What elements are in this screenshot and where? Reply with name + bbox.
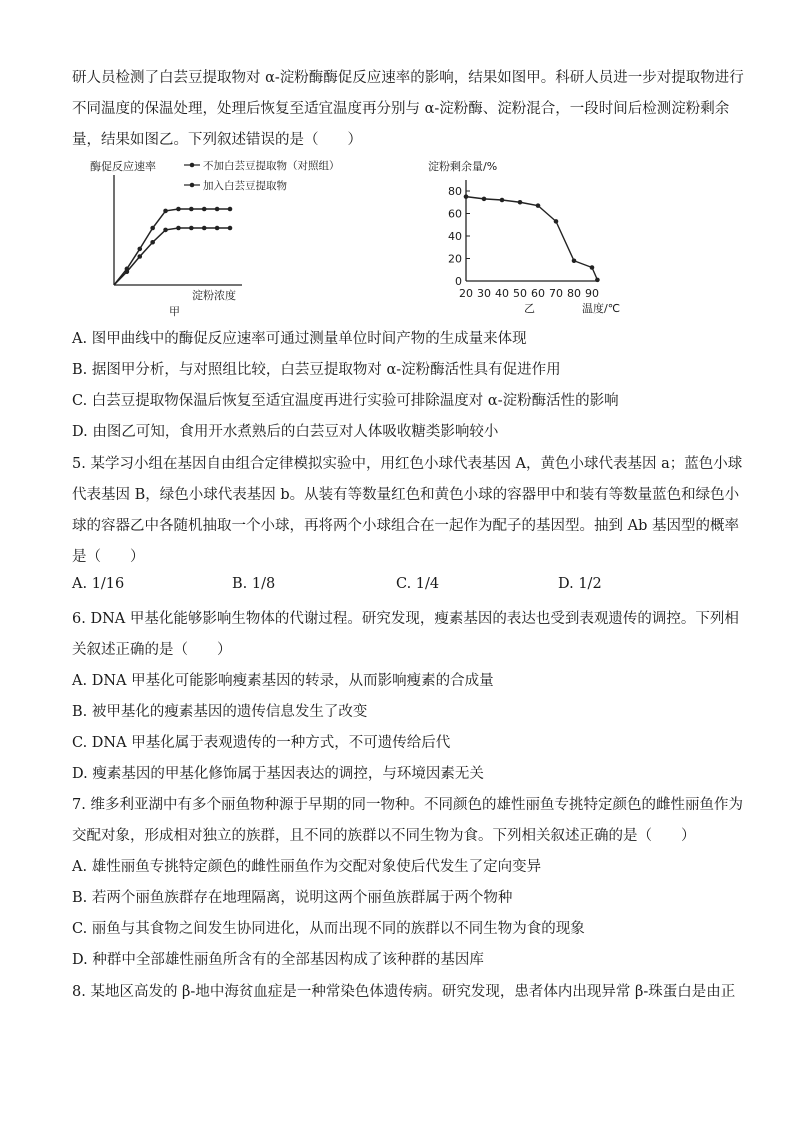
chart-jia-point-0-9 — [228, 207, 233, 212]
chart-yi — [424, 155, 644, 320]
chart-jia-series-line-1 — [114, 228, 230, 285]
chart-jia — [84, 155, 384, 320]
chart-jia-point-1-4 — [163, 228, 168, 233]
chart-yi-series-line — [466, 197, 597, 280]
chart-jia-ylabel: 酶促反应速率 — [90, 160, 156, 173]
chart-yi-ytick-label: 40 — [448, 230, 462, 243]
chart-jia-point-0-2 — [137, 247, 142, 252]
chart-jia-point-1-1 — [125, 269, 130, 274]
chart-yi-ytick-label: 80 — [448, 185, 462, 198]
q6-option-a: A. DNA 甲基化可能影响瘦素基因的转录，从而影响瘦素的合成量 — [72, 673, 494, 689]
chart-yi-point-0 — [464, 194, 469, 199]
q6-stem-line-1: 6. DNA 甲基化能够影响生物体的代谢过程。研究发现，瘦素基因的表达也受到表观遗传的调控。下列相 — [72, 611, 739, 627]
chart-yi-xtick-label: 50 — [513, 287, 527, 300]
chart-yi-point-5 — [554, 219, 559, 224]
q6-stem-line-2: 关叙述正确的是（ ） — [72, 642, 232, 658]
q7-option-a: A. 雄性丽鱼专挑特定颜色的雌性丽鱼作为交配对象使后代发生了定向变异 — [72, 859, 542, 875]
q5-stem-line-4: 是（ ） — [72, 549, 145, 565]
q6-option-d: D. 瘦素基因的甲基化修饰属于基因表达的调控，与环境因素无关 — [72, 766, 484, 782]
chart-jia-point-1-2 — [137, 254, 142, 259]
q7-stem-line-1: 7. 维多利亚湖中有多个丽鱼物种源于早期的同一物种。不同颜色的雄性丽鱼专挑特定颜色的雌性丽鱼作为 — [72, 797, 743, 813]
chart-yi-xtick-label: 80 — [567, 287, 581, 300]
chart-jia-point-1-6 — [189, 226, 194, 231]
chart-jia-legend-control: 不加白芸豆提取物（对照组） — [203, 160, 340, 172]
q6-option-c: C. DNA 甲基化属于表观遗传的一种方式，不可遗传给后代 — [72, 735, 451, 751]
chart-yi-ytick-label: 0 — [455, 275, 462, 288]
q4-option-d: D. 由图乙可知，食用开水煮熟后的白芸豆对人体吸收糖类影响较小 — [72, 424, 499, 440]
chart-jia-point-1-9 — [228, 226, 233, 231]
chart-jia-legend-treated: 加入白芸豆提取物 — [203, 180, 287, 192]
chart-jia-xlabel: 淀粉浓度 — [192, 289, 236, 302]
chart-jia-point-0-4 — [163, 209, 168, 214]
chart-jia-series-line-0 — [114, 209, 230, 285]
q5-option-d: D. 1/2 — [558, 576, 602, 592]
chart-jia-point-1-8 — [215, 226, 220, 231]
legend-marker-control — [190, 163, 195, 168]
q5-stem-line-2: 代表基因 B，绿色小球代表基因 b。从装有等数量红色和黄色小球的容器甲中和装有等数量蓝色和绿色小 — [72, 487, 740, 503]
chart-jia-point-1-5 — [176, 226, 181, 231]
legend-marker-treated — [190, 183, 195, 188]
q7-option-d: D. 种群中全部雄性丽鱼所含有的全部基因构成了该种群的基因库 — [72, 952, 484, 968]
q6-option-b: B. 被甲基化的瘦素基因的遗传信息发生了改变 — [72, 704, 368, 720]
chart-yi-ytick-label: 60 — [448, 207, 462, 221]
q4-stem-line-2: 不同温度的保温处理，处理后恢复至适宜温度再分别与 α-淀粉酶、淀粉混合，一段时间后检测淀粉剩余 — [72, 101, 730, 117]
chart-jia-point-1-3 — [150, 240, 155, 245]
chart-yi-xtick-label: 90 — [585, 287, 599, 300]
q5-option-c: C. 1/4 — [396, 576, 440, 592]
chart-yi-point-1 — [482, 197, 487, 202]
chart-jia-caption: 甲 — [169, 305, 180, 318]
chart-yi-point-3 — [518, 200, 523, 205]
chart-jia-point-0-3 — [150, 226, 155, 231]
chart-yi-ytick-label: 20 — [448, 252, 462, 266]
chart-yi-point-4 — [536, 203, 541, 208]
chart-yi-xtick-label: 30 — [477, 287, 491, 300]
chart-yi-xtick-label: 60 — [531, 287, 545, 300]
q4-stem-line-3: 量，结果如图乙。下列叙述错误的是（ ） — [72, 132, 362, 148]
chart-jia-point-0-8 — [215, 207, 220, 212]
q7-option-b: B. 若两个丽鱼族群存在地理隔离，说明这两个丽鱼族群属于两个物种 — [72, 890, 513, 906]
chart-jia-point-0-7 — [202, 207, 207, 212]
q4-stem-line-1: 研人员检测了白芸豆提取物对 α-淀粉酶酶促反应速率的影响，结果如图甲。科研人员进一步对提取物进行 — [72, 70, 744, 86]
chart-jia-legend — [184, 159, 340, 192]
chart-jia-point-1-7 — [202, 226, 207, 231]
q7-option-c: C. 丽鱼与其食物之间发生协同进化，从而出现不同的族群以不同生物为食的现象 — [72, 921, 585, 937]
chart-yi-point-7 — [590, 265, 595, 270]
chart-yi-xtick-label: 70 — [549, 287, 563, 300]
q7-stem-line-2: 交配对象，形成相对独立的族群，且不同的族群以不同生物为食。下列相关叙述正确的是（ ） — [72, 828, 696, 844]
chart-jia-point-0-5 — [176, 207, 181, 212]
q5-option-b: B. 1/8 — [232, 576, 276, 592]
q8-stem-line-1: 8. 某地区高发的 β-地中海贫血症是一种常染色体遗传病。研究发现，患者体内出现异常 β-珠蛋白是由正 — [72, 984, 736, 1000]
q4-option-c: C. 白芸豆提取物保温后恢复至适宜温度再进行实验可排除温度对 α-淀粉酶活性的影响 — [72, 393, 619, 409]
chart-yi-caption: 乙 — [524, 302, 535, 315]
q5-stem-line-1: 5. 某学习小组在基因自由组合定律模拟实验中，用红色小球代表基因 A，黄色小球代表基因 a；蓝色小球 — [72, 456, 743, 472]
q4-option-b: B. 据图甲分析，与对照组比较，白芸豆提取物对 α-淀粉酶活性具有促进作用 — [72, 362, 561, 378]
chart-yi-point-6 — [572, 258, 577, 263]
chart-yi-ylabel: 淀粉剩余量/% — [428, 160, 498, 173]
q5-stem-line-3: 球的容器乙中各随机抽取一个小球，再将两个小球组合在一起作为配子的基因型。抽到 Ab 基因型的概率 — [72, 518, 739, 534]
chart-yi-xlabel: 温度/℃ — [582, 302, 621, 315]
chart-yi-point-8 — [595, 278, 600, 283]
chart-yi-xtick-label: 20 — [459, 287, 473, 300]
chart-yi-point-2 — [500, 198, 505, 203]
q5-option-a: A. 1/16 — [72, 576, 125, 592]
chart-yi-xtick-label: 40 — [495, 287, 509, 300]
q4-option-a: A. 图甲曲线中的酶促反应速率可通过测量单位时间产物的生成量来体现 — [72, 331, 527, 347]
chart-jia-point-0-6 — [189, 207, 194, 212]
